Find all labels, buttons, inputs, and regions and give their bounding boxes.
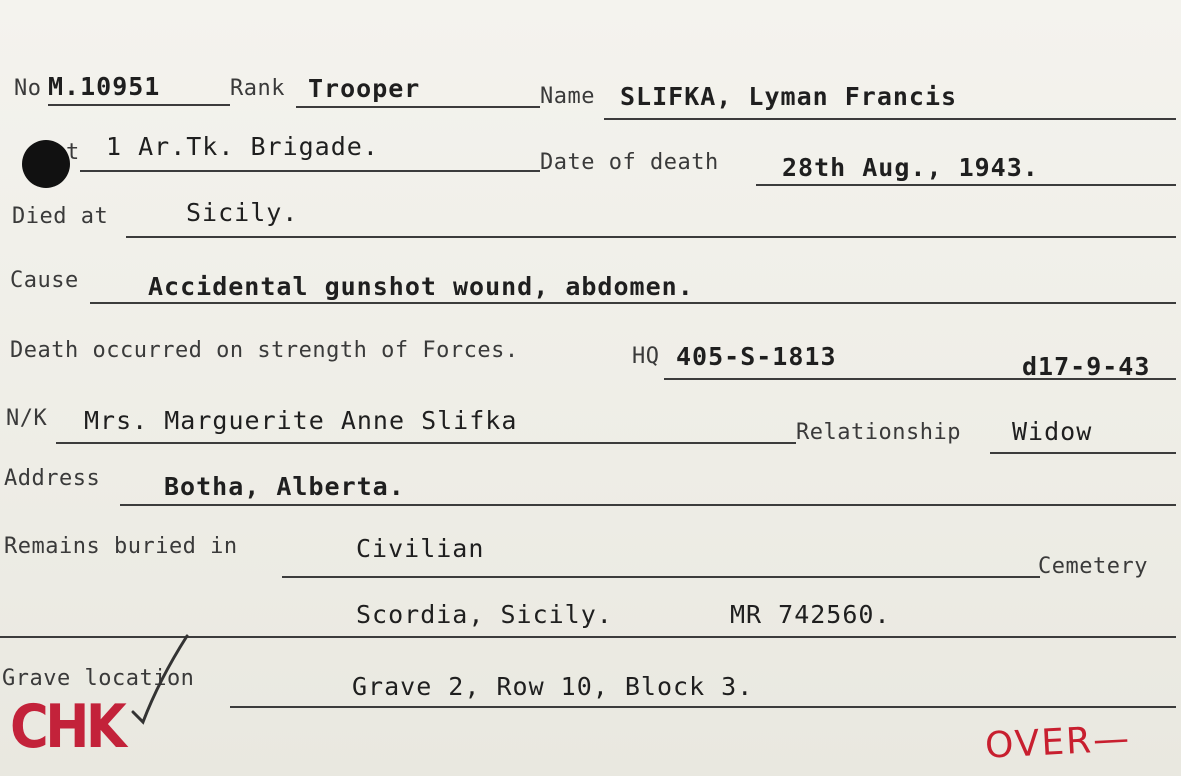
check-mark-icon [125, 630, 205, 730]
remains-value: Civilian [356, 534, 485, 563]
address-value: Botha, Alberta. [164, 472, 405, 501]
no-value: M.10951 [48, 72, 161, 101]
nk-label: N/K [6, 406, 48, 431]
relationship-label: Relationship [796, 420, 961, 445]
date-of-death-value: 28th Aug., 1943. [782, 153, 1039, 182]
cause-line [90, 302, 1176, 304]
strength-label: Death occurred on strength of Forces. [10, 338, 519, 363]
hq-value: 405-S-1813 [676, 342, 837, 371]
rank-value: Trooper [308, 74, 421, 103]
nk-value: Mrs. Marguerite Anne Slifka [84, 406, 518, 435]
died-at-label: Died at [12, 204, 109, 229]
chk-stamp: CHK [10, 692, 124, 762]
punch-hole [22, 140, 70, 188]
unit-label: t [66, 140, 80, 165]
address-label: Address [4, 466, 101, 491]
no-line [48, 104, 230, 106]
hq-label: HQ [632, 344, 660, 369]
cause-label: Cause [10, 268, 79, 293]
unit-value: 1 Ar.Tk. Brigade. [106, 132, 379, 161]
name-line [604, 118, 1176, 120]
relationship-value: Widow [1012, 417, 1093, 446]
unit-line [80, 170, 540, 172]
relationship-line [990, 452, 1176, 454]
remains-label: Remains buried in [4, 534, 238, 559]
over-note: OVER— [984, 718, 1133, 767]
grave-value: Grave 2, Row 10, Block 3. [352, 672, 754, 701]
date-of-death-label: Date of death [540, 150, 719, 175]
died-at-value: Sicily. [186, 198, 299, 227]
name-label: Name [540, 84, 595, 109]
rank-label: Rank [230, 76, 285, 101]
cemetery-label: Cemetery [1038, 554, 1148, 579]
cemetery-location: Scordia, Sicily. [356, 600, 613, 629]
no-label: No [14, 76, 42, 101]
remains-line [282, 576, 1040, 578]
rank-line [296, 106, 540, 108]
address-line [120, 504, 1176, 506]
name-value: SLIFKA, Lyman Francis [620, 82, 958, 111]
hq-date: d17-9-43 [1022, 352, 1151, 381]
grave-line [230, 706, 1176, 708]
died-at-line [126, 236, 1176, 238]
cause-value: Accidental gunshot wound, abdomen. [148, 272, 694, 301]
mr-value: MR 742560. [730, 600, 891, 629]
date-of-death-line [756, 184, 1176, 186]
nk-line [56, 442, 796, 444]
grave-label: Grave location [2, 666, 195, 691]
